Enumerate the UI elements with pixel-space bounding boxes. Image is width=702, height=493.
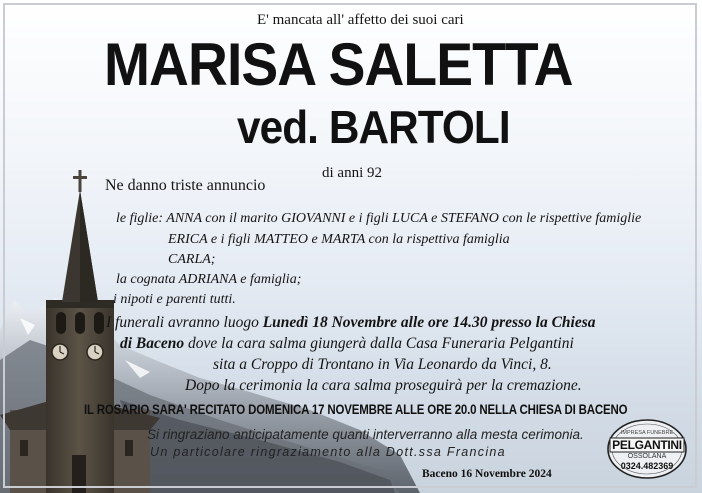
funeral-line-1 bbox=[106, 314, 596, 332]
thanks-line: Si ringraziano anticipatamente quanti interverranno alla mesta cerimonia. bbox=[147, 427, 584, 442]
stamp-top-text: IMPRESA FUNEBRE bbox=[620, 430, 674, 436]
funeral-line-2-text: dove la cara salma giungerà dalla Casa Funeraria Pelgantini bbox=[184, 335, 574, 352]
funeral-line-2 bbox=[120, 335, 574, 353]
family-line: CARLA; bbox=[168, 252, 216, 267]
rosary-line: IL ROSARIO SARA' RECITATO DOMENICA 17 NOVEMBRE ALLE ORE 20.0 NELLA CHIESA DI BACENO bbox=[84, 401, 628, 417]
funeral-place-highlight: di Baceno bbox=[120, 335, 185, 352]
family-line: ERICA e i figli MATTEO e MARTA con la rispettiva famiglia bbox=[168, 232, 510, 247]
funeral-date-highlight: Lunedì 18 Novembre alle ore 14.30 presso la Chiesa bbox=[262, 314, 596, 331]
age-line: di anni 92 bbox=[322, 165, 382, 181]
intro-line: E' mancata all' affetto dei suoi cari bbox=[257, 12, 464, 28]
family-line: i nipoti e parenti tutti. bbox=[113, 292, 236, 307]
special-thanks-line: Un particolare ringraziamento alla Dott.ssa Francina bbox=[150, 445, 506, 459]
stamp-phone: 0324.482369 bbox=[620, 461, 674, 471]
family-line: la cognata ADRIANA e famiglia; bbox=[116, 272, 302, 287]
announce-line: Ne danno triste annuncio bbox=[105, 177, 266, 194]
funeral-line-1-text: I funerali avranno luogo bbox=[106, 314, 263, 331]
funeral-line-4: Dopo la cerimonia la cara salma proseguirà per la cremazione. bbox=[185, 377, 582, 394]
funeral-line-3: sita a Croppo di Trontano in Via Leonardo da Vinci, 8. bbox=[213, 356, 552, 373]
family-line: le figlie: ANNA con il marito GIOVANNI e i figli LUCA e STEFANO con le rispettive famiglie bbox=[116, 211, 642, 226]
deceased-name: MARISA SALETTA bbox=[104, 31, 573, 98]
stamp-name: PELGANTINI bbox=[612, 438, 682, 452]
widow-of-name: ved. BARTOLI bbox=[237, 101, 510, 153]
place-date: Baceno 16 Novembre 2024 bbox=[422, 468, 552, 480]
stamp-town: OSSOLANA bbox=[627, 453, 667, 460]
funeral-home-stamp bbox=[606, 418, 688, 480]
